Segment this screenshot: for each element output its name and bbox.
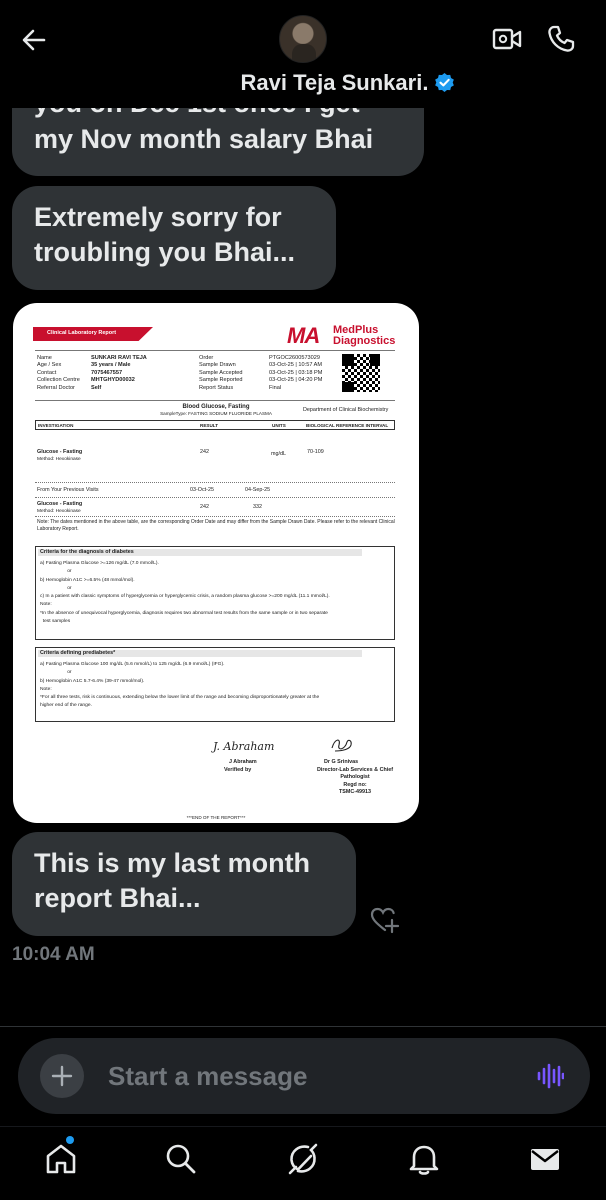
medplus-logo-mark: MA — [287, 323, 320, 348]
diabetes-title: Criteria for the diagnosis of diabetes — [40, 549, 134, 555]
test-title: Blood Glucose, Fasting — [182, 404, 250, 410]
sample-type: SampleType: FASTING SODIUM FLUORIDE PLASMA — [160, 411, 272, 416]
prediabetes-text: a) Fasting Plasma Glucose 100 mg/dL (5.6 mmol/L) to 125 mg/dL (6.9 mmol/L) (IFG). or b) Hemoglobin A1C 5.7-6.4% (39-47 mmol/mol). Note: *For all three tests, risk is continuous, extending below the lower limit of the range and becoming disproportionately greater at the higher end of the range. — [40, 662, 320, 709]
avatar[interactable] — [279, 15, 327, 63]
add-attachment-button[interactable] — [40, 1054, 84, 1098]
test-method: Method: Hexokinase — [37, 457, 81, 462]
home-notification-dot — [66, 1136, 74, 1144]
col-result: RESULT — [200, 423, 219, 428]
previous-date: 04-Sep-25 — [245, 487, 271, 493]
grok-icon[interactable] — [285, 1141, 321, 1177]
previous-value: 242 — [200, 504, 209, 510]
video-call-icon[interactable] — [492, 26, 522, 52]
medplus-logo-text — [333, 325, 395, 347]
signatory-name: J Abraham — [229, 759, 257, 765]
verified-badge-icon — [434, 72, 455, 93]
diabetes-criteria-box — [35, 546, 395, 640]
divider — [35, 400, 395, 401]
add-reaction-icon[interactable] — [370, 906, 400, 934]
lab-report-image[interactable] — [13, 303, 419, 823]
prediabetes-criteria-box — [35, 647, 395, 722]
signatory-role: Director-Lab Services & Chief Pathologist Regd no: TSMC-49913 — [316, 767, 394, 795]
prediabetes-title: Criteria defining prediabetes* — [40, 650, 116, 656]
diabetes-text: a) Fasting Plasma Glucose >=126 mg/dL (7.0 mmol/L). or b) Hemoglobin A1C >=6.5% (48 mmol/mol). or c) In a patient with classic symptoms of hyperglycemia or hyperglycemic crisis, a random plasma glucose >=200 mg/dL (11.1 mmol/L). Note: *In the absence of unequivocal hyperglycemia, diagnosis requires two abnormal test results from the same sample or in two separate test samples — [40, 561, 330, 625]
chat-header — [0, 0, 606, 108]
home-icon[interactable] — [43, 1141, 79, 1177]
report-note: Note: The dates mentioned in the above table, are the corresponding Order Date and may differ from the Sample Drawn Date. Please refer to the relevant Clinical Laboratory Report. — [37, 519, 395, 532]
divider — [35, 482, 395, 483]
test-unit: mg/dL — [271, 451, 286, 457]
department: Department of Clinical Biochemistry — [303, 407, 389, 413]
message-bubble[interactable] — [12, 186, 336, 290]
logo-line: Diagnostics — [333, 335, 396, 347]
test-range: 70-109 — [307, 449, 324, 455]
signature-srinivas — [329, 736, 355, 754]
message-input[interactable] — [108, 1056, 508, 1096]
test-name: Glucose - Fasting — [37, 449, 83, 455]
message-timestamp: 10:04 AM — [12, 944, 95, 965]
contact-name-text[interactable]: Ravi Teja Sunkari. — [240, 70, 429, 95]
messages-icon[interactable] — [527, 1141, 563, 1177]
col-reference: BIOLOGICAL REFERENCE INTERVAL — [306, 423, 389, 428]
message-bubble[interactable] — [12, 832, 356, 936]
divider — [35, 516, 395, 517]
test-result: 242 — [200, 449, 209, 455]
signatory-name: Dr G Srinivas — [324, 759, 359, 765]
signature-abraham: J. Abraham — [213, 740, 275, 753]
back-arrow-icon[interactable] — [18, 24, 50, 56]
patient-keys: Name Age / Sex Contact Collection Centre Referral Doctor — [37, 355, 80, 391]
contact-name[interactable] — [0, 70, 606, 96]
col-units: UNITS — [272, 423, 286, 428]
divider — [0, 1026, 606, 1027]
divider — [35, 350, 395, 351]
message-line: This is my last month — [34, 848, 311, 878]
notifications-icon[interactable] — [406, 1141, 442, 1177]
report-ribbon-text: Clinical Laboratory Report — [47, 330, 117, 336]
order-keys: Order Sample Drawn Sample Accepted Sample Reported Report Status — [199, 355, 243, 391]
previous-value: 332 — [253, 504, 262, 510]
message-line: Extremely sorry for — [34, 202, 282, 232]
previous-visits-label: From Your Previous Visits — [37, 487, 99, 493]
voice-message-icon[interactable] — [536, 1063, 564, 1089]
previous-test-method: Method: Hexokinase — [37, 509, 81, 514]
end-of-report: ***END OF THE REPORT*** — [186, 815, 246, 820]
column-header-row — [35, 420, 395, 430]
bottom-tab-bar — [0, 1126, 606, 1200]
divider — [35, 497, 395, 498]
patient-values: SUNKARI RAVI TEJA 35 years / Male 7075467557 MHTGHYD00032 Self — [91, 355, 147, 391]
search-icon[interactable] — [163, 1141, 199, 1177]
phone-icon[interactable] — [546, 24, 576, 54]
message-line: report Bhai... — [34, 883, 201, 913]
message-composer — [18, 1038, 590, 1114]
order-values: PTGOC2600573029 03-Oct-25 | 10:57 AM 03-Oct-25 | 03:18 PM 03-Oct-25 | 04:20 PM Final — [269, 355, 323, 391]
signatory-role: Verified by — [224, 767, 252, 773]
logo-line: MedPlus — [333, 324, 379, 336]
message-line: troubling you Bhai... — [34, 237, 295, 267]
previous-test-name: Glucose - Fasting — [37, 501, 83, 507]
qr-code — [341, 353, 381, 393]
previous-date: 03-Oct-25 — [190, 487, 214, 493]
plus-icon — [40, 1054, 84, 1098]
col-investigation: INVESTIGATION — [38, 423, 74, 428]
message-line: my Nov month salary Bhai — [34, 124, 374, 154]
